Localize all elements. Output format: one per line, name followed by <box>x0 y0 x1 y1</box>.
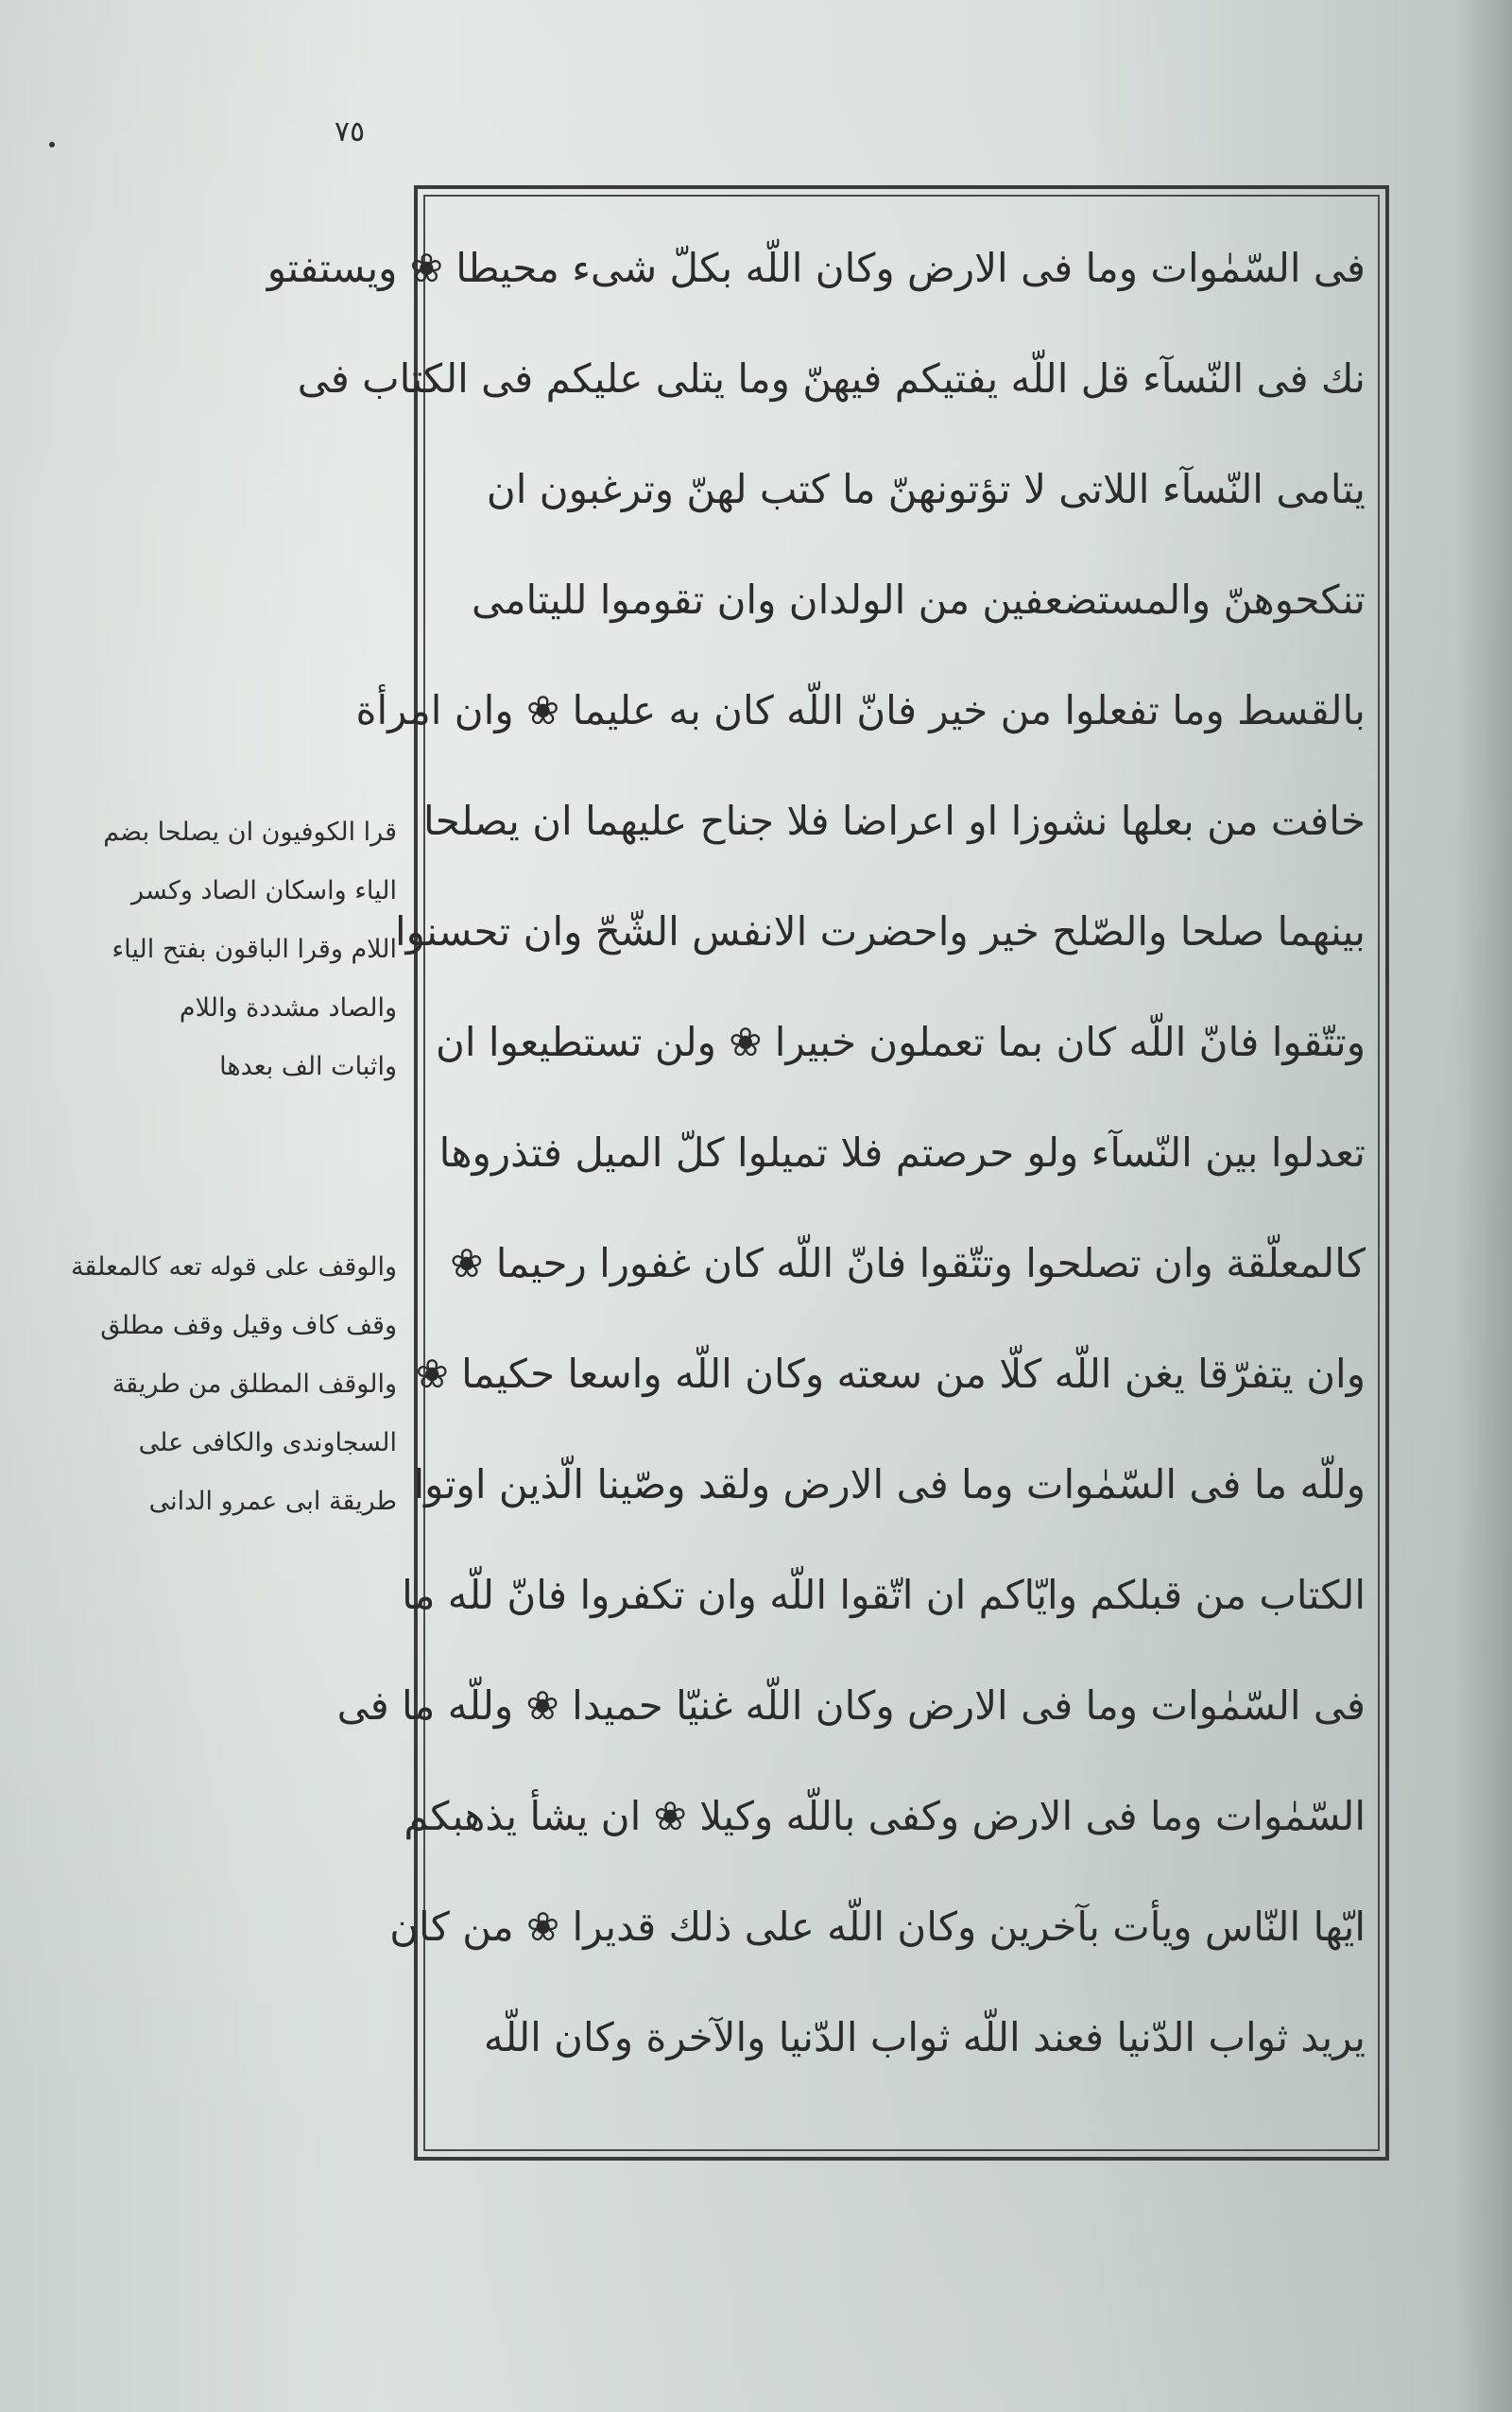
text-line: يريد ثواب الدّنيا فعند اللّه ثواب الدّنيا والآخرة وكان اللّه <box>483 2014 1366 2060</box>
text-line: ايّها النّاس ويأت بآخرين وكان اللّه على ذلك قديرا ❀ من كان <box>389 1904 1366 1950</box>
text-line: السّمٰوات وما فى الارض وكفى باللّه وكيلا ❀ ان يشأ يذهبكم <box>404 1793 1366 1839</box>
note-line: طريقة ابى عمرو الدانى <box>148 1487 397 1516</box>
note-line: السجاوندى والكافى على <box>138 1428 397 1457</box>
ink-dot <box>49 142 55 147</box>
text-line: بالقسط وما تفعلوا من خير فانّ اللّه كان به عليما ❀ وان امرأة <box>355 687 1366 733</box>
text-line: نك فى النّسآء قل اللّه يفتيكم فيهنّ وما يتلى عليكم فى الكتاب فى <box>297 355 1366 402</box>
text-line: الكتاب من قبلكم وايّاكم ان اتّقوا اللّه وان تكفروا فانّ للّه ما <box>402 1572 1366 1618</box>
text-line: خافت من بعلها نشوزا او اعراضا فلا جناح عليهما ان يصلحا <box>422 798 1366 844</box>
spine-shadow <box>1455 0 1512 2412</box>
text-line: تنكحوهنّ والمستضعفين من الولدان وان تقوموا لليتامى <box>472 577 1366 623</box>
note-line: قرا الكوفيون ان يصلحا بضم <box>103 818 397 847</box>
note-line: وقف كاف وقيل وقف مطلق <box>100 1311 397 1340</box>
note-line: واثبات الف بعدها <box>219 1052 397 1081</box>
note-line: اللام وقرا الباقون بفتح الياء <box>112 935 397 964</box>
note-line: الياء واسكان الصاد وكسر <box>131 876 397 905</box>
text-line: وتتّقوا فانّ اللّه كان بما تعملون خبيرا ❀ ولن تستطيعوا ان <box>436 1019 1366 1065</box>
page-number: ٧٥ <box>334 115 366 148</box>
text-line: بينهما صلحا والصّلح خير واحضرت الانفس الشّحّ وان تحسنوا <box>394 908 1366 955</box>
text-line: يتامى النّسآء اللاتى لا تؤتونهنّ ما كتب لهنّ وترغبون ان <box>486 466 1366 512</box>
note-line: والوقف على قوله تعه كالمعلقة <box>70 1252 397 1282</box>
text-line: فى السّمٰوات وما فى الارض وكان اللّه بكلّ شىء محيطا ❀ ويستفتو <box>266 245 1366 291</box>
margin-note-reading <box>57 803 397 1096</box>
note-line: والوقف المطلق من طريقة <box>112 1370 397 1399</box>
text-line: كالمعلّقة وان تصلحوا وتتّقوا فانّ اللّه كان غفورا رحيما ❀ <box>450 1240 1366 1286</box>
margin-note-pause <box>57 1238 397 1531</box>
note-line: والصاد مشددة واللام <box>179 993 397 1023</box>
text-line: فى السّمٰوات وما فى الارض وكان اللّه غنيّا حميدا ❀ وللّه ما فى <box>336 1682 1366 1729</box>
text-line: تعدلوا بين النّسآء ولو حرصتم فلا تميلوا كلّ الميل فتذروها <box>438 1129 1366 1176</box>
text-line: وللّه ما فى السّمٰوات وما فى الارض ولقد وصّينا الّذين اوتوا <box>413 1461 1366 1508</box>
text-line: وان يتفرّقا يغن اللّه كلّا من سعته وكان اللّه واسعا حكيما ❀ <box>415 1351 1366 1397</box>
